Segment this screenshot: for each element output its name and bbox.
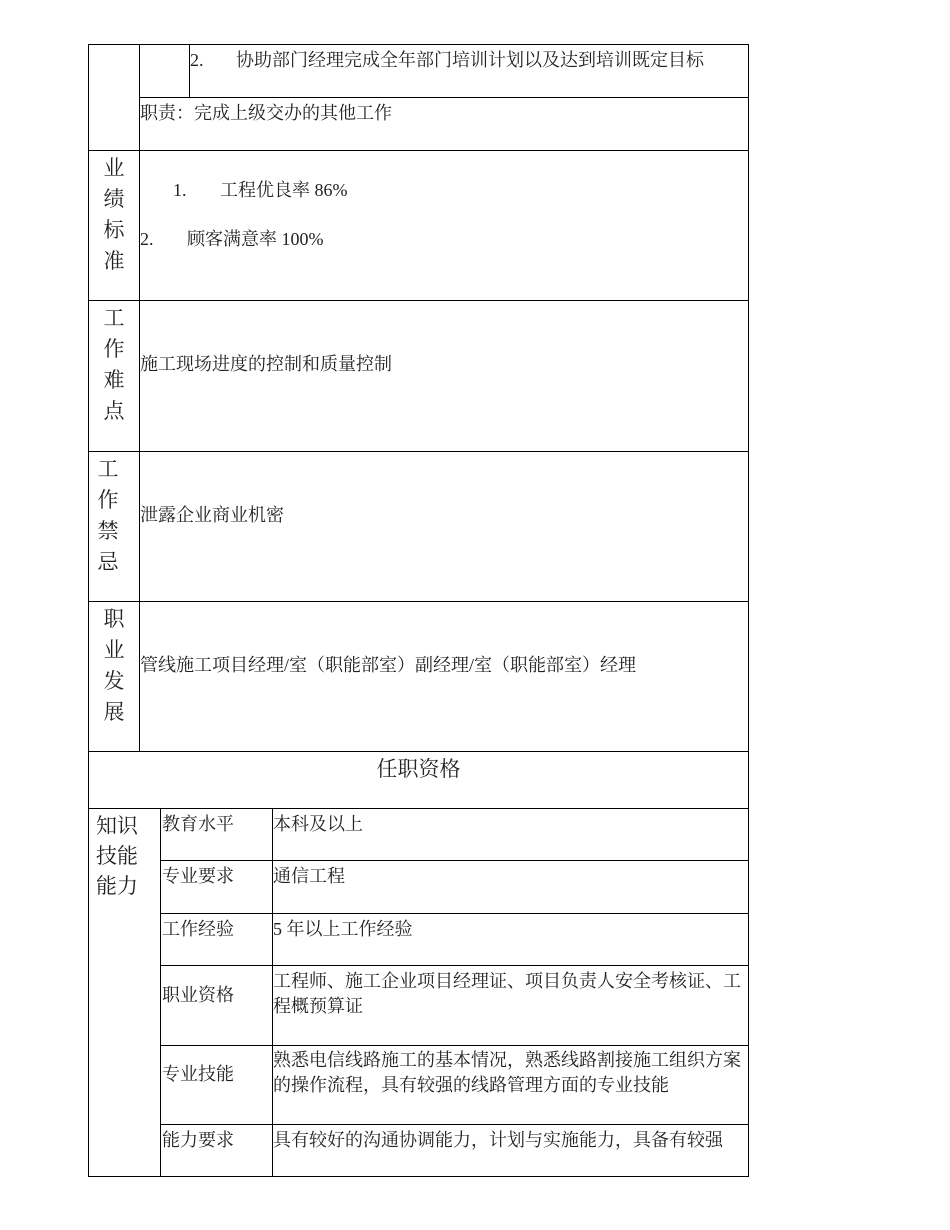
row-divider [88, 150, 749, 151]
qual-side-label: 知识 技能 能力 [96, 814, 138, 898]
qual-row-value: 具有较好的沟通协调能力，计划与实施能力，具备有较强 [273, 1130, 723, 1150]
qual-row-label: 能力要求 [162, 1130, 234, 1150]
row-divider [88, 300, 749, 301]
table-border-top [88, 44, 749, 45]
qual-row-label: 工作经验 [162, 919, 234, 939]
section-label-career: 职 业 发 展 [103, 607, 125, 724]
qual-row-value: 本科及以上 [273, 814, 363, 834]
difficulty-text: 施工现场进度的控制和质量控制 [140, 354, 392, 374]
qual-row-divider [160, 1045, 749, 1046]
qual-row-divider [160, 1124, 749, 1125]
duty-text: 职责：完成上级交办的其他工作 [140, 103, 392, 123]
qualification-title: 任职资格 [376, 757, 461, 781]
qual-row-value: 通信工程 [273, 866, 345, 886]
qual-row-label: 专业要求 [162, 866, 234, 886]
row-divider [139, 97, 749, 98]
table-border-bottom [88, 1176, 749, 1177]
section-label-taboo: 工 作 禁 忌 [97, 457, 119, 574]
qual-row-label: 教育水平 [162, 814, 234, 834]
row-divider [88, 601, 749, 602]
list-item-text: 顾客满意率 100% [187, 229, 324, 249]
section-label-performance: 业 绩 标 准 [103, 156, 125, 273]
qual-row-value: 熟悉电信线路施工的基本情况，熟悉线路割接施工组织方案的操作流程，具有较强的线路管理方面的专业技能 [273, 1050, 741, 1095]
qual-row-divider [160, 913, 749, 914]
qual-row-label: 职业资格 [162, 985, 234, 1005]
list-item-text: 协助部门经理完成全年部门培训计划以及达到培训既定目标 [236, 50, 704, 70]
qual-row-value: 工程师、施工企业项目经理证、项目负责人安全考核证、工程概预算证 [273, 971, 741, 1016]
row-divider [88, 451, 749, 452]
qual-row-divider [160, 965, 749, 966]
career-text: 管线施工项目经理/室（职能部室）副经理/室（职能部室）经理 [140, 655, 636, 675]
row-divider [88, 808, 749, 809]
qual-side-divider [160, 808, 161, 1177]
qual-row-label: 专业技能 [162, 1064, 234, 1084]
list-item-number: 2. [190, 50, 204, 70]
qual-row-value: 5 年以上工作经验 [273, 919, 413, 939]
list-item-text: 工程优良率 86% [220, 180, 348, 200]
row-divider [88, 751, 749, 752]
table-border-right [748, 44, 749, 1177]
list-item-number: 1. [173, 180, 187, 200]
qual-row-divider [160, 860, 749, 861]
taboo-text: 泄露企业商业机密 [140, 505, 284, 525]
section-label-difficulty: 工 作 难 点 [103, 306, 125, 423]
list-item-number: 2. [140, 229, 154, 249]
